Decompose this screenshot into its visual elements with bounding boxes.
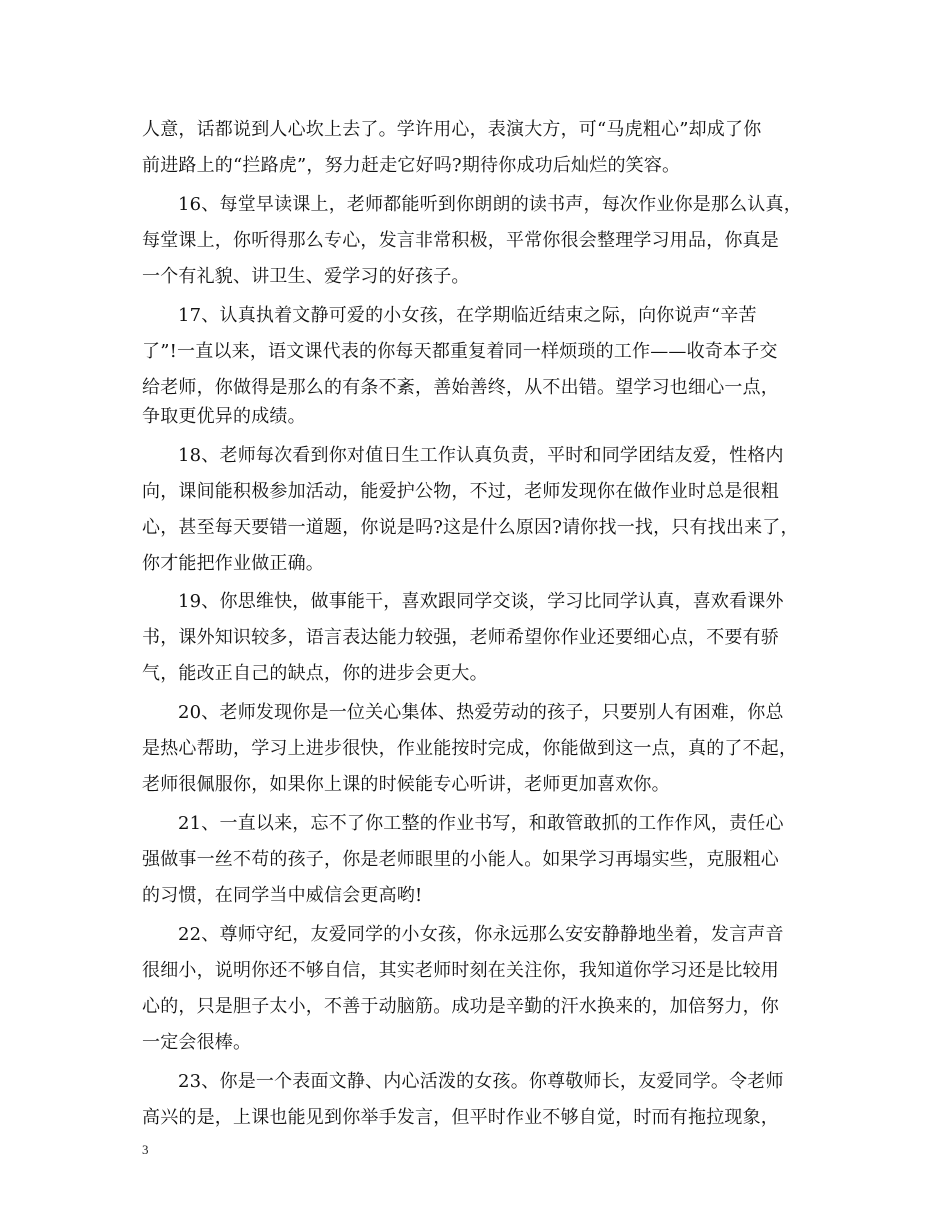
page-number: 3 (142, 1142, 149, 1157)
text-line: 一个有礼貌、讲卫生、爱学习的好孩子。 (142, 266, 470, 287)
text-line: 一定会很棒。 (142, 1032, 252, 1053)
text-line: 给老师，你做得是那么的有条不紊，善始善终，从不出错。望学习也细心一点， (142, 377, 779, 398)
text-line: 争取更优异的成绩。 (142, 406, 306, 427)
text-line: 的习惯，在同学当中威信会更高哟! (142, 885, 423, 906)
comment-17-line: 17、认真执着文静可爱的小女孩，在学期临近结束之际，向你说声“辛苦 (178, 305, 757, 326)
comment-19-line: 19、你思维快，做事能干，喜欢跟同学交谈，学习比同学认真，喜欢看课外 (178, 591, 784, 612)
text-line: 前进路上的“拦路虎”，努力赶走它好吗?期待你成功后灿烂的笑容。 (142, 155, 681, 176)
text-line: 气，能改正自己的缺点，你的进步会更大。 (142, 663, 488, 684)
text-line: 每堂课上，你听得那么专心，发言非常积极，平常你很会整理学习用品，你真是 (142, 230, 779, 251)
text-line: 人意，话都说到人心坎上去了。学许用心，表演大方，可“马虎粗心”却成了你 (142, 119, 762, 140)
text-line: 很细小，说明你还不够自信，其实老师时刻在关注你，我知道你学习还是比较用 (142, 960, 779, 981)
text-line: 老师很佩服你，如果你上课的时候能专心听讲，老师更加喜欢你。 (142, 774, 670, 795)
comment-23-line: 23、你是一个表面文静、内心活泼的女孩。你尊敬师长，友爱同学。令老师 (178, 1071, 784, 1092)
comment-21-line: 21、一直以来，忘不了你工整的作业书写，和敢管敢抓的工作作风，责任心 (178, 813, 784, 834)
text-line: 强做事一丝不苟的孩子，你是老师眼里的小能人。如果学习再塌实些，克服粗心 (142, 849, 779, 870)
text-line: 你才能把作业做正确。 (142, 553, 324, 574)
text-line: 了”!一直以来，语文课代表的你每天都重复着同一样烦琐的工作——收奇本子交 (142, 341, 778, 362)
text-line: 书，课外知识较多，语言表达能力较强，老师希望你作业还要细心点，不要有骄 (142, 627, 779, 648)
text-line: 心的，只是胆子太小，不善于动脑筋。成功是辛勤的汗水换来的，加倍努力，你 (142, 996, 779, 1017)
text-line: 心，甚至每天要错一道题，你说是吗?这是什么原因?请你找一找，只有找出来了， (142, 517, 799, 538)
comment-22-line: 22、尊师守纪，友爱同学的小女孩，你永远那么安安静静地坐着，发言声音 (178, 924, 784, 945)
comment-18-line: 18、老师每次看到你对值日生工作认真负责，平时和同学团结友爱，性格内 (178, 445, 784, 466)
text-line: 高兴的是，上课也能见到你举手发言，但平时作业不够自觉，时而有拖拉现象， (142, 1107, 779, 1128)
text-line: 是热心帮助，学习上进步很快，作业能按时完成，你能做到这一点，真的了不起， (142, 738, 798, 759)
comment-20-line: 20、老师发现你是一位关心集体、热爱劳动的孩子，只要别人有困难，你总 (178, 702, 784, 723)
text-line: 向，课间能积极参加活动，能爱护公物，不过，老师发现你在做作业时总是很粗 (142, 481, 779, 502)
comment-16-line: 16、每堂早读课上，老师都能听到你朗朗的读书声，每次作业你是那么认真， (178, 194, 802, 215)
